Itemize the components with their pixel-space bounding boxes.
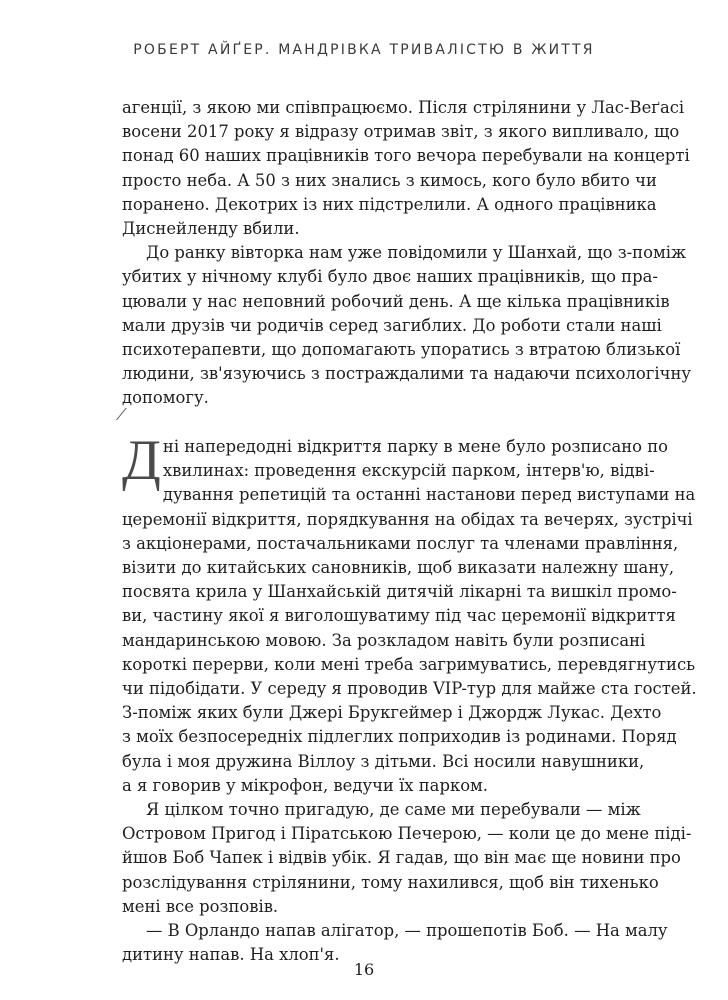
running-header: РОБЕРТ АЙҐЕР. МАНДРІВКА ТРИВАЛІСТЮ В ЖИТТЯ: [133, 42, 595, 58]
text-line: з моїх безпосередніх підлеглих поприходив із родинами. Поряд: [122, 727, 677, 747]
text-line: була і моя дружина Віллоу з дітьми. Всі носили навушники,: [122, 751, 645, 771]
text-line: поранено. Декотрих із них підстрелили. А одного працівника: [122, 194, 657, 214]
text-line: ви, частину якої я виголошуватиму під час церемонії відкриття: [122, 606, 676, 626]
text-line: церемонії відкриття, порядкування на обідах та вечерях, зустрічі: [122, 509, 693, 529]
text-line: До ранку вівторка нам уже повідомили у Шанхай, що з-поміж: [146, 243, 687, 263]
text-line: Островом Пригод і Піратською Печерою, — коли це до мене піді-: [122, 824, 692, 844]
text-line: дитину напав. На хлоп'я.: [122, 945, 340, 965]
text-line: людини, зв'язуючись з постраждалими та надаючи психологічну: [122, 364, 692, 384]
text-line: хвилинах: проведення екскурсій парком, інтерв'ю, відві-: [162, 461, 655, 481]
text-line: йшов Боб Чапек і відвів убік. Я гадав, що він має ще новини про: [122, 848, 681, 868]
text-line: психотерапевти, що допомагають упоратись з втратою близької: [122, 340, 681, 360]
text-line: Диснейленду вбили.: [122, 219, 300, 239]
text-line: дування репетицій та останні настанови перед виступами на: [162, 485, 696, 505]
text-line: розслідування стрілянини, тому нахилився, щоб він тихенько: [122, 872, 659, 892]
text-line: ні напередодні відкриття парку в мене було розписано по: [162, 437, 669, 456]
text-line: З-поміж яких були Джері Брукгеймер і Джордж Лукас. Дехто: [122, 703, 662, 723]
text-line: Я цілком точно пригадую, де саме ми перебували — між: [146, 800, 641, 820]
text-line: а я говорив у мікрофон, ведучи їх парком.: [122, 775, 489, 795]
text-line: просто неба. А 50 з них знались з кимось, кого було вбито чи: [122, 170, 657, 190]
text-line: понад 60 наших працівників того вечора перебували на концерті: [122, 146, 690, 166]
text-line: — В Орландо напав алігатор, — прошепотів Боб. — На малу: [146, 921, 668, 941]
text-line: допомогу.: [122, 388, 209, 408]
text-line: візити до китайських сановників, щоб виказати належну шану,: [122, 558, 675, 578]
text-line: мені все розповів.: [122, 896, 279, 916]
text-line: мандаринською мовою. За розкладом навіть були розписані: [122, 630, 646, 650]
text-line: з акціонерами, постачальниками послуг та членами правління,: [122, 533, 679, 553]
section-separator: ⁄: [120, 405, 123, 424]
drop-cap: Д: [122, 429, 161, 492]
text-line: посвята крила у Шанхайській дитячій лікарні та вишкіл промо-: [122, 582, 677, 602]
text-line: агенції, з якою ми співпрацюємо. Після стрілянини у Лас-Веґасі: [122, 98, 685, 117]
text-line: цювали у нас неповний робочий день. А ще кілька працівників: [122, 291, 670, 311]
page-number: 16: [353, 960, 375, 979]
text-line: восени 2017 року я відразу отримав звіт, з якого випливало, що: [122, 122, 680, 142]
text-line: мали друзів чи родичів серед загиблих. До роботи стали наші: [122, 315, 662, 335]
text-line: убитих у нічному клубі було двоє наших працівників, що пра-: [122, 267, 658, 287]
text-line: короткі перерви, коли мені треба загримуватись, перевдягнутись: [122, 654, 696, 674]
text-block-2: [122, 429, 697, 967]
text-line: чи підобідати. У середу я проводив VIP-тур для майже ста гостей.: [122, 679, 697, 699]
text-block-1: [122, 96, 692, 411]
